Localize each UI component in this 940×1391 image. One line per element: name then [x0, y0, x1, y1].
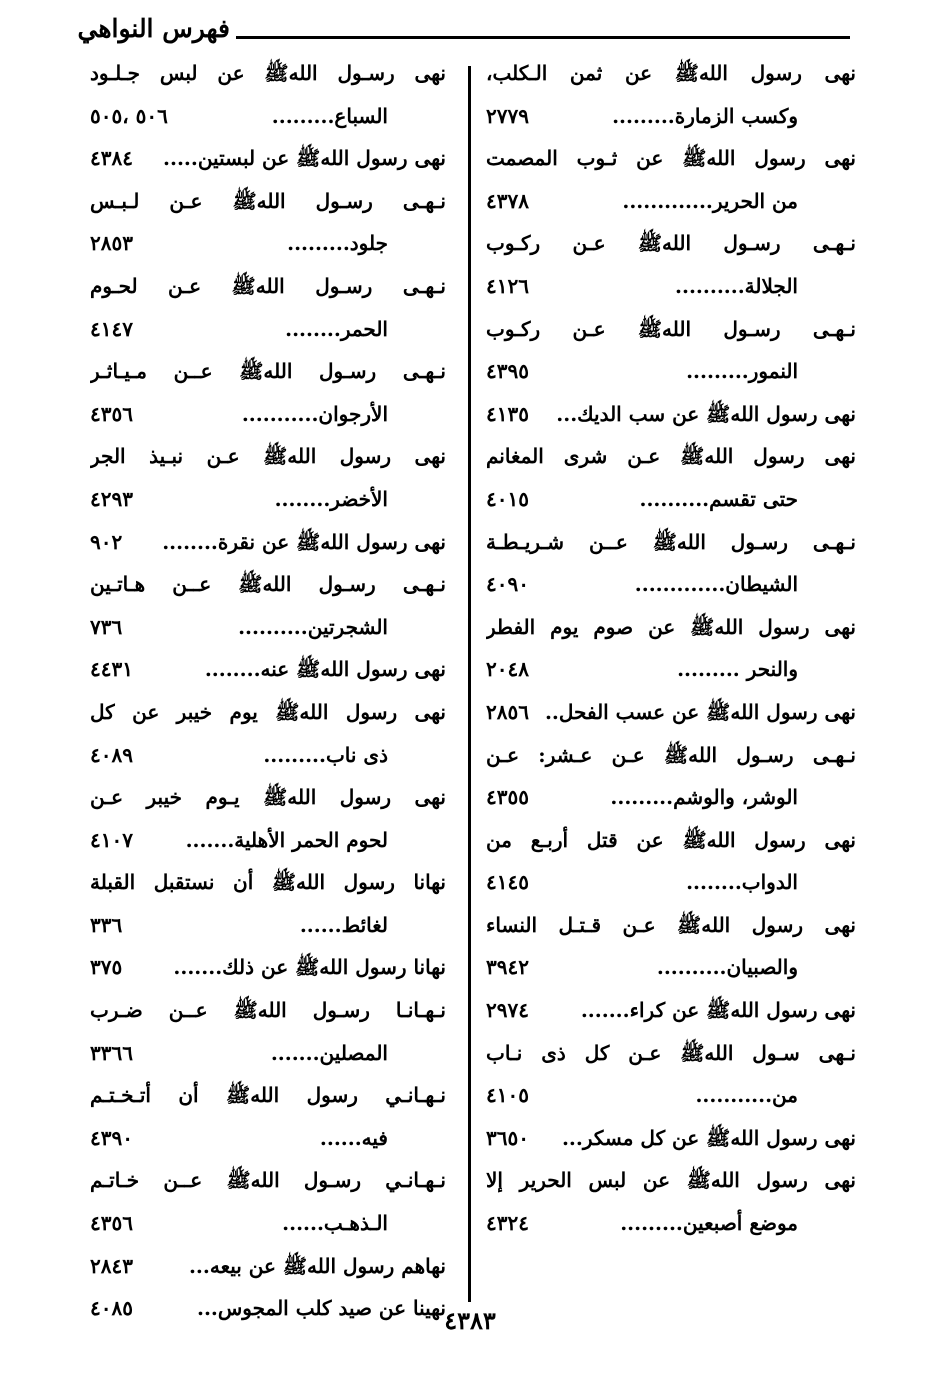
entry-page-number: ٤٣٧٨: [486, 188, 529, 213]
entry-last-line: [486, 350, 856, 393]
entry-text: الوشر، والوشم.........: [610, 785, 798, 810]
entry-last-line: [486, 776, 856, 819]
entry-line: نـهـى رسـول اللهﷺ عـن لحـوم: [90, 273, 446, 298]
index-entry: [486, 904, 856, 989]
index-entry: [90, 1245, 446, 1288]
entry-text: والصبيان..........: [656, 955, 798, 980]
right-column: [486, 52, 856, 1245]
entry-text: الأخضر........: [274, 486, 388, 511]
entry-line: نـهـى رسـول اللهﷺ عـن ركـوب: [486, 316, 856, 341]
entry-text: الدواب........: [686, 870, 798, 895]
entry-page-number: ٢٨٥٦: [486, 699, 529, 724]
entry-page-number: ٣٧٥: [90, 955, 123, 980]
entry-text: نهانا رسول اللهﷺ عن ذلك.......: [173, 955, 446, 980]
index-entry: [486, 393, 856, 436]
index-entry: [90, 435, 446, 520]
index-entry: [486, 52, 856, 137]
entry-line: نـهـانـي رسـول اللهﷺ عــن خـاتـم: [90, 1168, 446, 1193]
entry-line: نهى رسول اللهﷺ عـن نبـيذ الجر: [90, 444, 446, 469]
entry-text: جلود.........: [287, 231, 388, 256]
entry-text: الجلالة..........: [675, 273, 798, 298]
entry-page-number: ٣٣٦: [90, 912, 123, 937]
index-entry: [90, 946, 446, 989]
entry-text: من الحرير.............: [622, 188, 798, 213]
index-entry: [486, 222, 856, 307]
entry-last-line: [486, 861, 856, 904]
entry-line: نـهـى رسـول اللهﷺ عـن عـشر: عـن: [486, 742, 856, 767]
entry-line: نـهـانـا رسـول اللهﷺ عــن ضـرب: [90, 998, 446, 1023]
index-entry: [90, 776, 446, 861]
entry-page-number: ٤٠١٥: [486, 486, 529, 511]
entry-page-number: ٤١٤٧: [90, 316, 133, 341]
entry-line: نهى رسـول اللهﷺ عن لبس جـلـود: [90, 61, 446, 85]
entry-text: والنحر .........: [677, 657, 798, 682]
entry-page-number: ٢٧٧٩: [486, 103, 529, 128]
index-entry: [90, 350, 446, 435]
entry-page-number: ٤٠٩٠: [486, 572, 529, 597]
entry-text: نهى رسول اللهﷺ عن عسب الفحل..: [544, 699, 856, 724]
column-divider: [468, 66, 471, 1302]
entry-text: نهى رسول اللهﷺ عن نقرة........: [162, 529, 446, 554]
index-entry: [90, 52, 446, 137]
entry-page-number: ٤١٠٥: [486, 1083, 529, 1108]
left-column: [90, 52, 446, 1330]
entry-page-number: ٤٣٩٠: [90, 1125, 133, 1150]
entry-line: نهى رسول اللهﷺ يوم خيبر عن كل: [90, 699, 446, 724]
entry-line: نـهـى رسـول اللهﷺ عـن لـبـس: [90, 188, 446, 213]
entry-text: الشيطان.............: [634, 572, 798, 597]
index-entry: [90, 563, 446, 648]
index-entry: [486, 1117, 856, 1160]
page-number: ٤٣٨٣: [444, 1306, 496, 1335]
entry-page-number: ٤٠٨٩: [90, 742, 133, 767]
index-entry: [486, 819, 856, 904]
entry-page-number: ٢٨٥٣: [90, 231, 133, 256]
index-entry: [90, 989, 446, 1074]
entry-page-number: ٤٠٨٥: [90, 1296, 133, 1321]
entry-page-number: ٩٠٢: [90, 529, 123, 554]
entry-line: نـهـى رسـول اللهﷺ عـن ركـوب: [486, 231, 856, 256]
entry-text: نهى رسول اللهﷺ عن سب الديك...: [556, 401, 856, 426]
index-entry: [486, 606, 856, 691]
entry-last-line: [90, 904, 446, 947]
entry-text: نهى رسول اللهﷺ عن كل مسكر...: [561, 1125, 856, 1150]
entry-line: نـهى سـول اللهﷺ عـن كل ذى نـاب: [486, 1040, 856, 1065]
entry-page-number: ٣٩٤٢: [486, 955, 529, 980]
entry-last-line: [90, 1032, 446, 1075]
entry-line: نهى رسول اللهﷺ عن ثمن الـكلب،: [486, 61, 856, 85]
entry-last-line: [90, 1245, 446, 1288]
entry-text: نهى رسول اللهﷺ عن كراء.......: [580, 998, 856, 1023]
entry-last-line: [486, 1074, 856, 1117]
entry-page-number: ٢٠٤٨: [486, 657, 529, 682]
header-title: فهرس النواهي: [77, 14, 230, 43]
header-rule: [236, 36, 850, 39]
entry-last-line: [90, 648, 446, 691]
entry-line: نـهـى رسـول اللهﷺ عــن مـيـاثـر: [90, 359, 446, 384]
entry-page-number: ٤٣٥٦: [90, 401, 133, 426]
entry-text: المصلين.......: [270, 1040, 388, 1065]
entry-last-line: [486, 1202, 856, 1245]
index-entry: [90, 265, 446, 350]
entry-line: نهى رسول اللهﷺ عن ثـوب المصمت: [486, 146, 856, 171]
entry-line: نهى رسول اللهﷺ عن لبس الحرير إلا: [486, 1168, 856, 1193]
entry-page-number: ٤٤٣١: [90, 657, 133, 682]
index-entry: [486, 1159, 856, 1244]
entry-line: نهى رسول اللهﷺ عن قتل أربـع من: [486, 827, 856, 852]
entry-page-number: ٤٣٨٤: [90, 146, 133, 171]
entry-text: موضع أصبعين.........: [620, 1211, 798, 1236]
entry-last-line: [486, 95, 856, 138]
entry-page-number: ٢٩٧٤: [486, 998, 529, 1023]
entry-page-number: ٣٦٥٠: [486, 1125, 529, 1150]
entry-last-line: [90, 734, 446, 777]
entry-page-number: ٧٣٦: [90, 614, 123, 639]
index-entry: [486, 308, 856, 393]
entry-line: نهى رسول اللهﷺ عـن شرى المغانم: [486, 444, 856, 469]
index-entry: [90, 137, 446, 180]
entry-line: نـهـانـي رسول اللهﷺ أن أتـخـتـم: [90, 1083, 446, 1108]
entry-line: نـهـى رسـول اللهﷺ عــن هـاتـين: [90, 572, 446, 597]
entry-line: نـهـى رسـول اللهﷺ عــن شـريـطـة: [486, 529, 856, 554]
entry-text: السباع.........: [271, 103, 388, 128]
index-entry: [90, 180, 446, 265]
entry-last-line: [486, 989, 856, 1032]
entry-text: وكسب الزمارة.........: [612, 103, 798, 128]
entry-page-number: ٤٣٩٥: [486, 359, 529, 384]
entry-text: نهى رسول اللهﷺ عن لبستين.....: [163, 146, 446, 171]
entry-line: نهى رسول اللهﷺ عن صوم يوم الفطر: [486, 614, 856, 639]
entry-text: الأرجوان...........: [241, 401, 388, 426]
entry-last-line: [90, 137, 446, 180]
entry-text: من...........: [695, 1083, 798, 1108]
entry-last-line: [486, 648, 856, 691]
entry-page-number: ٤١٢٦: [486, 273, 529, 298]
entry-text: حتى تقسم..........: [639, 486, 798, 511]
entry-last-line: [90, 393, 446, 436]
entry-text: لغائط......: [299, 912, 388, 937]
index-entry: [486, 734, 856, 819]
entry-text: ذى ناب.........: [263, 742, 388, 767]
entry-last-line: [486, 946, 856, 989]
entry-last-line: [90, 1202, 446, 1245]
entry-last-line: [90, 946, 446, 989]
index-entry: [90, 521, 446, 564]
entry-line: نهى رسول اللهﷺ عـن قـتـل النساء: [486, 912, 856, 937]
entry-text: نهى رسول اللهﷺ عنه........: [204, 657, 446, 682]
index-entry: [486, 691, 856, 734]
entry-page-number: ٣٣٦٦: [90, 1040, 133, 1065]
entry-text: النمور.........: [686, 359, 798, 384]
index-entry: [90, 691, 446, 776]
entry-page-number: ٤١٤٥: [486, 870, 529, 895]
entry-page-number: ٤٢٩٣: [90, 486, 133, 511]
index-entry: [486, 521, 856, 606]
entry-text: نهينا عن صيد كلب المجوس...: [196, 1296, 446, 1321]
index-entry: [90, 1074, 446, 1159]
entry-last-line: [90, 308, 446, 351]
entry-page-number: ٤٣٥٦: [90, 1211, 133, 1236]
entry-last-line: [486, 180, 856, 223]
entry-page-number: ٤٣٢٤: [486, 1211, 529, 1236]
entry-last-line: [486, 478, 856, 521]
entry-text: نهاهم رسول اللهﷺ عن بيعه...: [188, 1253, 446, 1278]
index-entry: [486, 1032, 856, 1117]
entry-text: الـذهـب......: [282, 1211, 388, 1236]
entry-page-number: ٤٣٥٥: [486, 785, 529, 810]
entry-line: نهانا رسول اللهﷺ أن نستقبل القبلة: [90, 870, 446, 895]
entry-page-number: ٤١٠٧: [90, 827, 133, 852]
entry-last-line: [486, 1117, 856, 1160]
index-entry: [486, 435, 856, 520]
entry-last-line: [90, 1117, 446, 1160]
entry-last-line: [90, 478, 446, 521]
index-entry: [486, 989, 856, 1032]
entry-text: لحوم الحمر الأهلية.......: [185, 827, 388, 852]
entry-text: الحمر........: [285, 316, 388, 341]
entry-page-number: ٤١٣٥: [486, 401, 529, 426]
entry-text: فيه......: [319, 1125, 388, 1150]
index-entry: [90, 861, 446, 946]
index-entry: [486, 137, 856, 222]
index-entry: [90, 648, 446, 691]
entry-last-line: [90, 521, 446, 564]
index-entry: [90, 1287, 446, 1330]
entry-last-line: [90, 606, 446, 649]
entry-page-number: ٢٨٤٣: [90, 1253, 133, 1278]
entry-page-number: ٥٠٦ ،٥٠٥: [90, 103, 168, 128]
index-entry: [90, 1159, 446, 1244]
entry-last-line: [486, 393, 856, 436]
entry-last-line: [486, 265, 856, 308]
entry-last-line: [90, 95, 446, 138]
entry-text: الشجرتين..........: [238, 614, 388, 639]
entry-last-line: [90, 819, 446, 862]
entry-last-line: [486, 563, 856, 606]
entry-last-line: [90, 1287, 446, 1330]
entry-last-line: [486, 691, 856, 734]
entry-line: نهى رسول اللهﷺ يـوم خيبر عـن: [90, 785, 446, 810]
entry-last-line: [90, 222, 446, 265]
